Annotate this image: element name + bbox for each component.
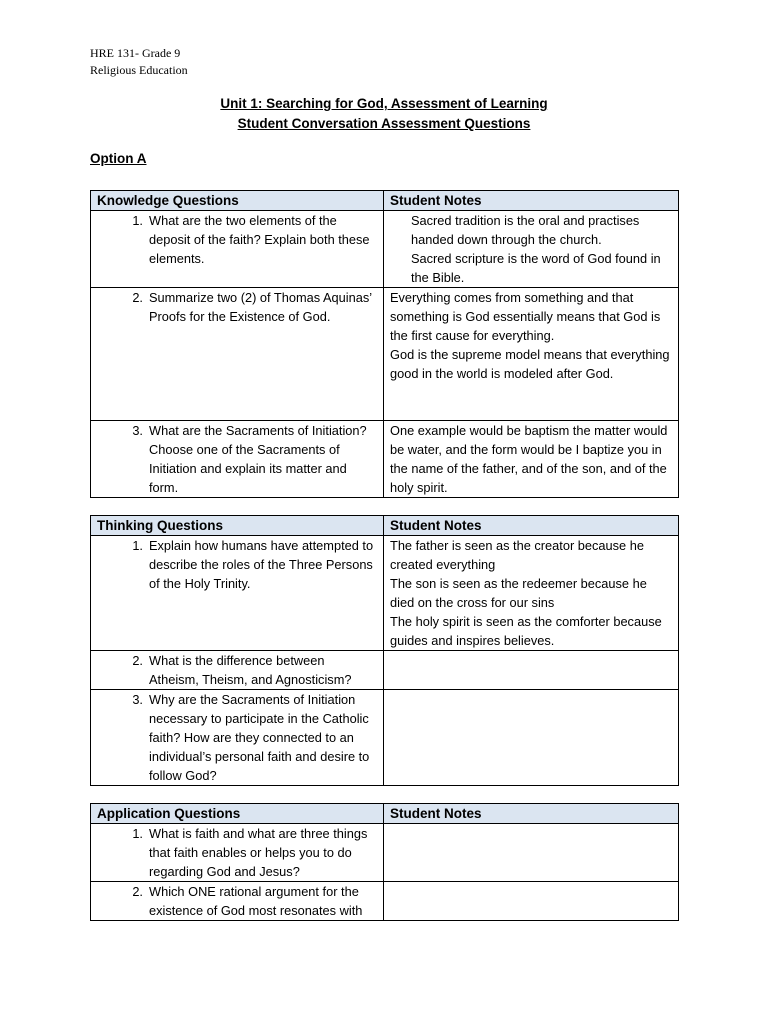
note-line: The son is seen as the redeemer because he died on the cross for our sins bbox=[390, 576, 647, 610]
notes-cell[interactable] bbox=[384, 211, 679, 288]
notes-header: Student Notes bbox=[384, 191, 679, 211]
note-line: God is the supreme model means that everything good in the world is modeled after God. bbox=[390, 347, 670, 381]
table-row bbox=[91, 211, 679, 288]
subject-name: Religious Education bbox=[90, 63, 188, 77]
note-line: Everything comes from something and that something is God essentially means that God is the first cause for everything. bbox=[390, 290, 661, 343]
question-text: Which ONE rational argument for the existence of God most resonates with bbox=[149, 884, 363, 918]
title-line-1: Unit 1: Searching for God, Assessment of Learning bbox=[220, 96, 548, 111]
table-row bbox=[91, 288, 679, 421]
question-cell bbox=[91, 288, 384, 421]
table-header-row bbox=[91, 804, 679, 824]
course-code: HRE 131- Grade 9 bbox=[90, 46, 181, 60]
note-line: The holy spirit is seen as the comforter because guides and inspires believes. bbox=[390, 614, 662, 648]
question-cell bbox=[91, 421, 384, 498]
notes-cell[interactable] bbox=[384, 288, 679, 421]
notes-cell[interactable] bbox=[384, 882, 679, 921]
knowledge-questions-table bbox=[90, 190, 679, 498]
page-title bbox=[0, 94, 768, 134]
application-questions-table bbox=[90, 803, 679, 921]
question-cell bbox=[91, 536, 384, 651]
table-header-row bbox=[91, 516, 679, 536]
question-text: What is the difference between Atheism, Theism, and Agnosticism? bbox=[149, 653, 352, 687]
question-text: Why are the Sacraments of Initiation necessary to participate in the Catholic faith? How are they connected to an individual’s personal faith and desire to follow God? bbox=[149, 692, 370, 783]
question-cell bbox=[91, 690, 384, 786]
table-row bbox=[91, 690, 679, 786]
question-number: 3. bbox=[132, 423, 143, 438]
notes-cell[interactable] bbox=[384, 824, 679, 882]
question-text: What are the Sacraments of Initiation? Choose one of the Sacraments of Initiation and explain its matter and form. bbox=[149, 423, 367, 495]
note-line: Sacred scripture is the word of God found in the Bible. bbox=[411, 251, 661, 285]
question-cell bbox=[91, 651, 384, 690]
notes-cell[interactable] bbox=[384, 651, 679, 690]
document-header bbox=[90, 45, 188, 79]
table-header-row bbox=[91, 191, 679, 211]
question-text: What is faith and what are three things that faith enables or helps you to do regarding God and Jesus? bbox=[149, 826, 368, 879]
table-row bbox=[91, 882, 679, 921]
application-header: Application Questions bbox=[91, 804, 384, 824]
thinking-questions-table bbox=[90, 515, 679, 786]
notes-header: Student Notes bbox=[384, 516, 679, 536]
question-number: 2. bbox=[132, 653, 143, 668]
question-text: Explain how humans have attempted to describe the roles of the Three Persons of the Holy Trinity. bbox=[149, 538, 374, 591]
question-number: 1. bbox=[132, 538, 143, 553]
note-line: Sacred tradition is the oral and practises handed down through the church. bbox=[411, 213, 640, 247]
knowledge-header: Knowledge Questions bbox=[91, 191, 384, 211]
question-number: 1. bbox=[132, 826, 143, 841]
question-number: 2. bbox=[132, 884, 143, 899]
question-cell bbox=[91, 211, 384, 288]
option-label: Option A bbox=[90, 151, 147, 166]
note-line: The father is seen as the creator because he created everything bbox=[390, 538, 644, 572]
question-number: 3. bbox=[132, 692, 143, 707]
question-number: 1. bbox=[132, 213, 143, 228]
question-text: What are the two elements of the deposit of the faith? Explain both these elements. bbox=[149, 213, 370, 266]
thinking-header: Thinking Questions bbox=[91, 516, 384, 536]
question-number: 2. bbox=[132, 290, 143, 305]
notes-header: Student Notes bbox=[384, 804, 679, 824]
notes-cell[interactable] bbox=[384, 690, 679, 786]
table-row bbox=[91, 651, 679, 690]
note-line: One example would be baptism the matter would be water, and the form would be I baptize you in the name of the father, and of the son, and of the holy spirit. bbox=[390, 423, 668, 495]
table-row bbox=[91, 536, 679, 651]
notes-cell[interactable] bbox=[384, 421, 679, 498]
question-text: Summarize two (2) of Thomas Aquinas’ Proofs for the Existence of God. bbox=[149, 290, 372, 324]
table-row bbox=[91, 421, 679, 498]
question-cell bbox=[91, 824, 384, 882]
table-row bbox=[91, 824, 679, 882]
question-cell bbox=[91, 882, 384, 921]
notes-cell[interactable] bbox=[384, 536, 679, 651]
title-line-2: Student Conversation Assessment Questions bbox=[237, 116, 531, 131]
